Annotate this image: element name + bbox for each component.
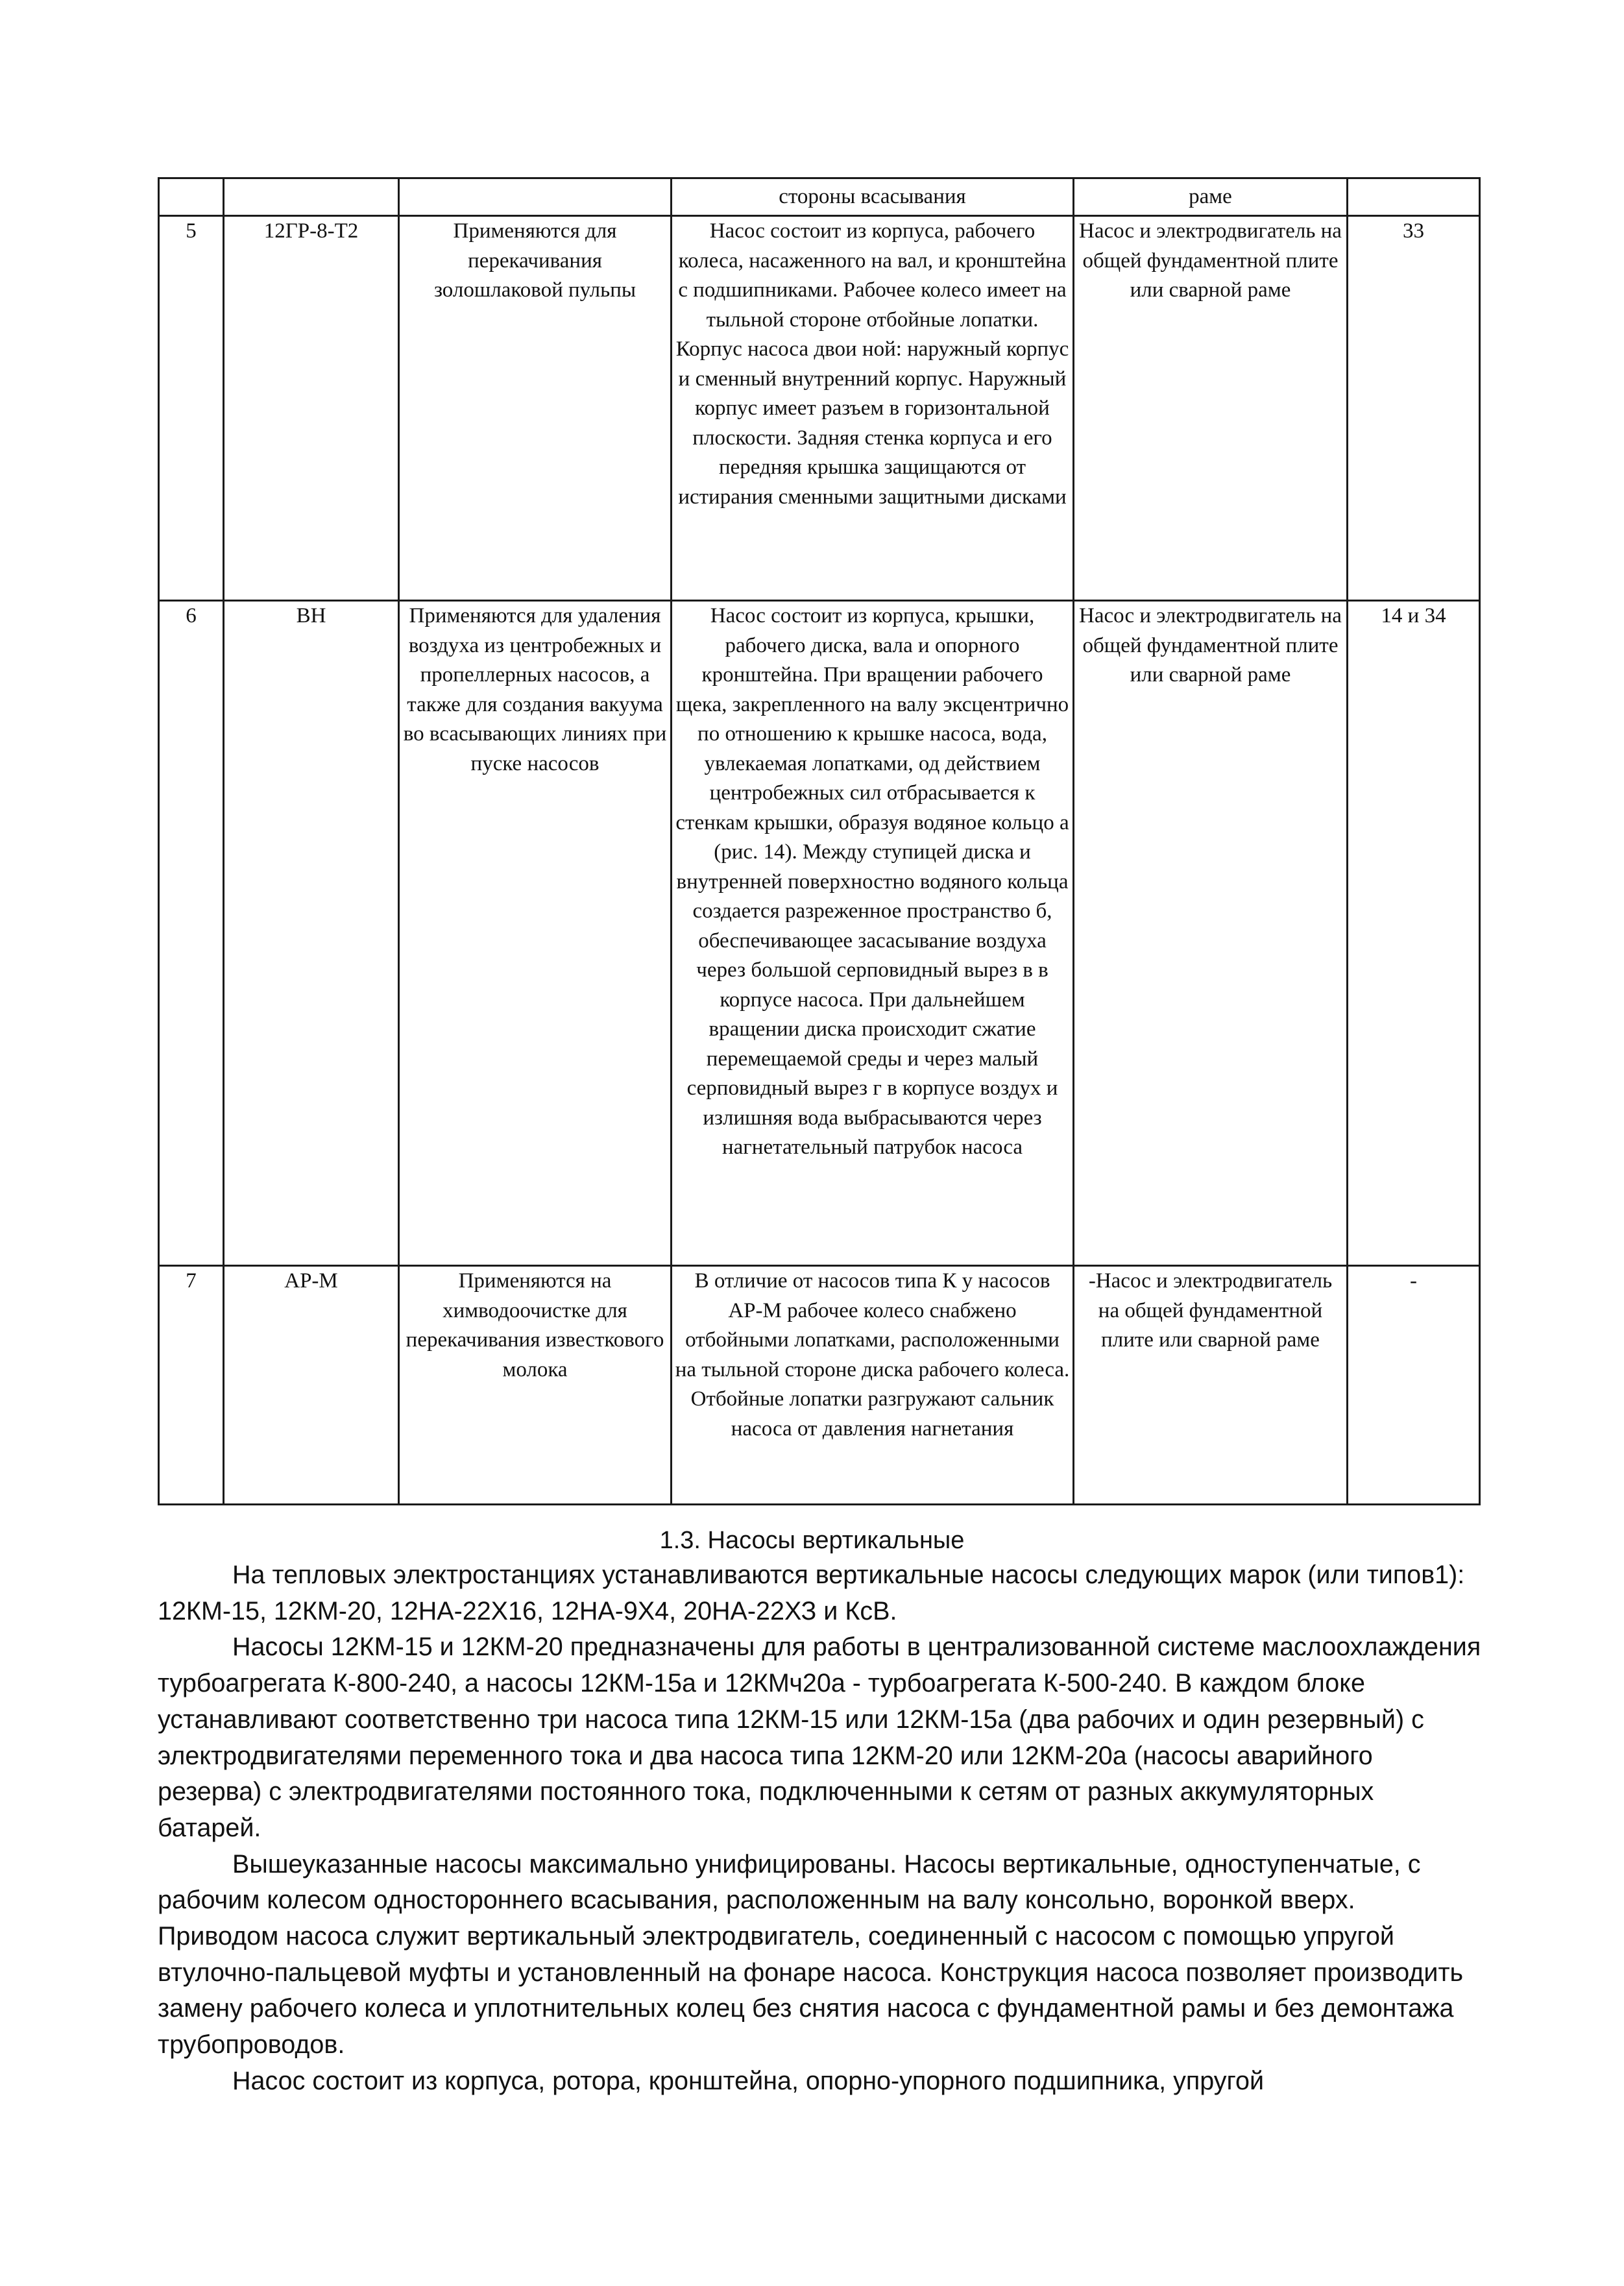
- paragraph: На тепловых электростанциях устанавливаются вертикальные насосы следующих марок (или типов1): 12КМ-15, 12КМ-20, 12НА-22Х16, 12НА-9Х4, 20НА-22ХЗ и КсВ.: [158, 1561, 1465, 1625]
- pump-mark: ВН: [224, 601, 399, 1266]
- pump-mark: 12ГР-8-Т2: [224, 216, 399, 601]
- pump-purpose: Применяются для удаления воздуха из центробежных и пропеллерных насосов, а также для создания вакуума во всасывающих линиях при пуске насосов: [399, 601, 672, 1266]
- section-heading: 1.3. Насосы вертикальные: [659, 1527, 965, 1554]
- row-number: 5: [159, 216, 224, 601]
- figure-reference: [1348, 178, 1480, 216]
- pump-installation: Насос и электродвигатель на общей фундаментной плите или сварной раме: [1074, 216, 1348, 601]
- pump-design: стороны всасывания: [672, 178, 1074, 216]
- figure-reference: -: [1348, 1266, 1480, 1505]
- pump-purpose: Применяются для перекачивания золошлаковой пульпы: [399, 216, 672, 601]
- figure-reference: 33: [1348, 216, 1480, 601]
- table-row: [159, 216, 1480, 601]
- row-number: 6: [159, 601, 224, 1266]
- pump-design: Насос состоит из корпуса, рабочего колеса, насаженного на вал, и кронштейна с подшипниками. Рабочее колесо имеет на тыльной стороне отбойные лопатки. Корпус насоса двои ной: наружный корпус и сменный внутренний корпус. Наружный корпус имеет разъем в горизонтальной плоскости. Задняя стенка корпуса и его передняя крышка защищаются от истирания сменными защитными дисками: [672, 216, 1074, 601]
- table-row: [159, 1266, 1480, 1505]
- table-row: [159, 601, 1480, 1266]
- table-row: [159, 178, 1480, 216]
- pump-mark: [224, 178, 399, 216]
- row-number: 7: [159, 1266, 224, 1505]
- pump-purpose: [399, 178, 672, 216]
- pump-design: Насос состоит из корпуса, крышки, рабочего диска, вала и опорного кронштейна. При вращении рабочего щека, закрепленного на валу эксцентрично по отношению к крышке насоса, вода, увлекаемая лопатками, од действием центробежных сил отбрасывается к стенкам крышки, образуя водяное кольцо а (рис. 14). Между ступицей диска и внутренней поверхностно водяного кольца создается разреженное пространство б, обеспечивающее засасывание воздуха через большой серповидный вырез в в корпусе насоса. При дальнейшем вращении диска происходит сжатие перемещаемой среды и через малый серповидный вырез г в корпусе воздух и излишняя вода выбрасываются через нагнетательный патрубок насоса: [672, 601, 1074, 1266]
- pump-purpose: Применяются на химводоочистке для перекачивания известкового молока: [399, 1266, 672, 1505]
- pump-installation: раме: [1074, 178, 1348, 216]
- section-body: [158, 1557, 1481, 2100]
- row-number: [159, 178, 224, 216]
- pump-table: [158, 177, 1481, 1505]
- paragraph: Вышеуказанные насосы максимально унифицированы. Насосы вертикальные, одноступенчатые, с рабочим колесом одностороннего всасывания, расположенным на валу консольно, воронкой вверх. Приводом насоса служит вертикальный электродвигатель, соединенный с насосом с помощью упругой втулочно-пальцевой муфты и установленный на фонаре насоса. Конструкция насоса позволяет производить замену рабочего колеса и уплотнительных колец без снятия насоса с фундаментной рамы и без демонтажа трубопроводов.: [158, 1849, 1464, 2060]
- figure-reference: 14 и 34: [1348, 601, 1480, 1266]
- paragraph: Насосы 12КМ-15 и 12КМ-20 предназначены для работы в централизованной системе маслоохлаждения турбоагрегата К-800-240, а насосы 12КМ-15а и 12КМч20а - турбоагрегата К-500-240. В каждом блоке устанавливают соответственно три насоса типа 12КМ-15 или 12КМ-15а (два рабочих и один резервный) с электродвигателями переменного тока и два насоса типа 12КМ-20 или 12КМ-20а (насосы аварийного резерва) с электродвигателями постоянного тока, подключенными к сетям от разных аккумуляторных батарей.: [158, 1633, 1481, 1842]
- paragraph: Насос состоит из корпуса, ротора, кронштейна, опорно-упорного подшипника, упругой: [232, 2066, 1265, 2095]
- pump-design: В отличие от насосов типа К у насосов АР-М рабочее колесо снабжено отбойными лопатками, расположенными на тыльной стороне диска рабочего колеса. Отбойные лопатки разгружают сальник насоса от давления нагнетания: [672, 1266, 1074, 1505]
- pump-installation: Насос и электродвигатель на общей фундаментной плите или сварной раме: [1074, 601, 1348, 1266]
- pump-mark: АР-М: [224, 1266, 399, 1505]
- pump-installation: -Насос и электродвигатель на общей фундаментной плите или сварной раме: [1074, 1266, 1348, 1505]
